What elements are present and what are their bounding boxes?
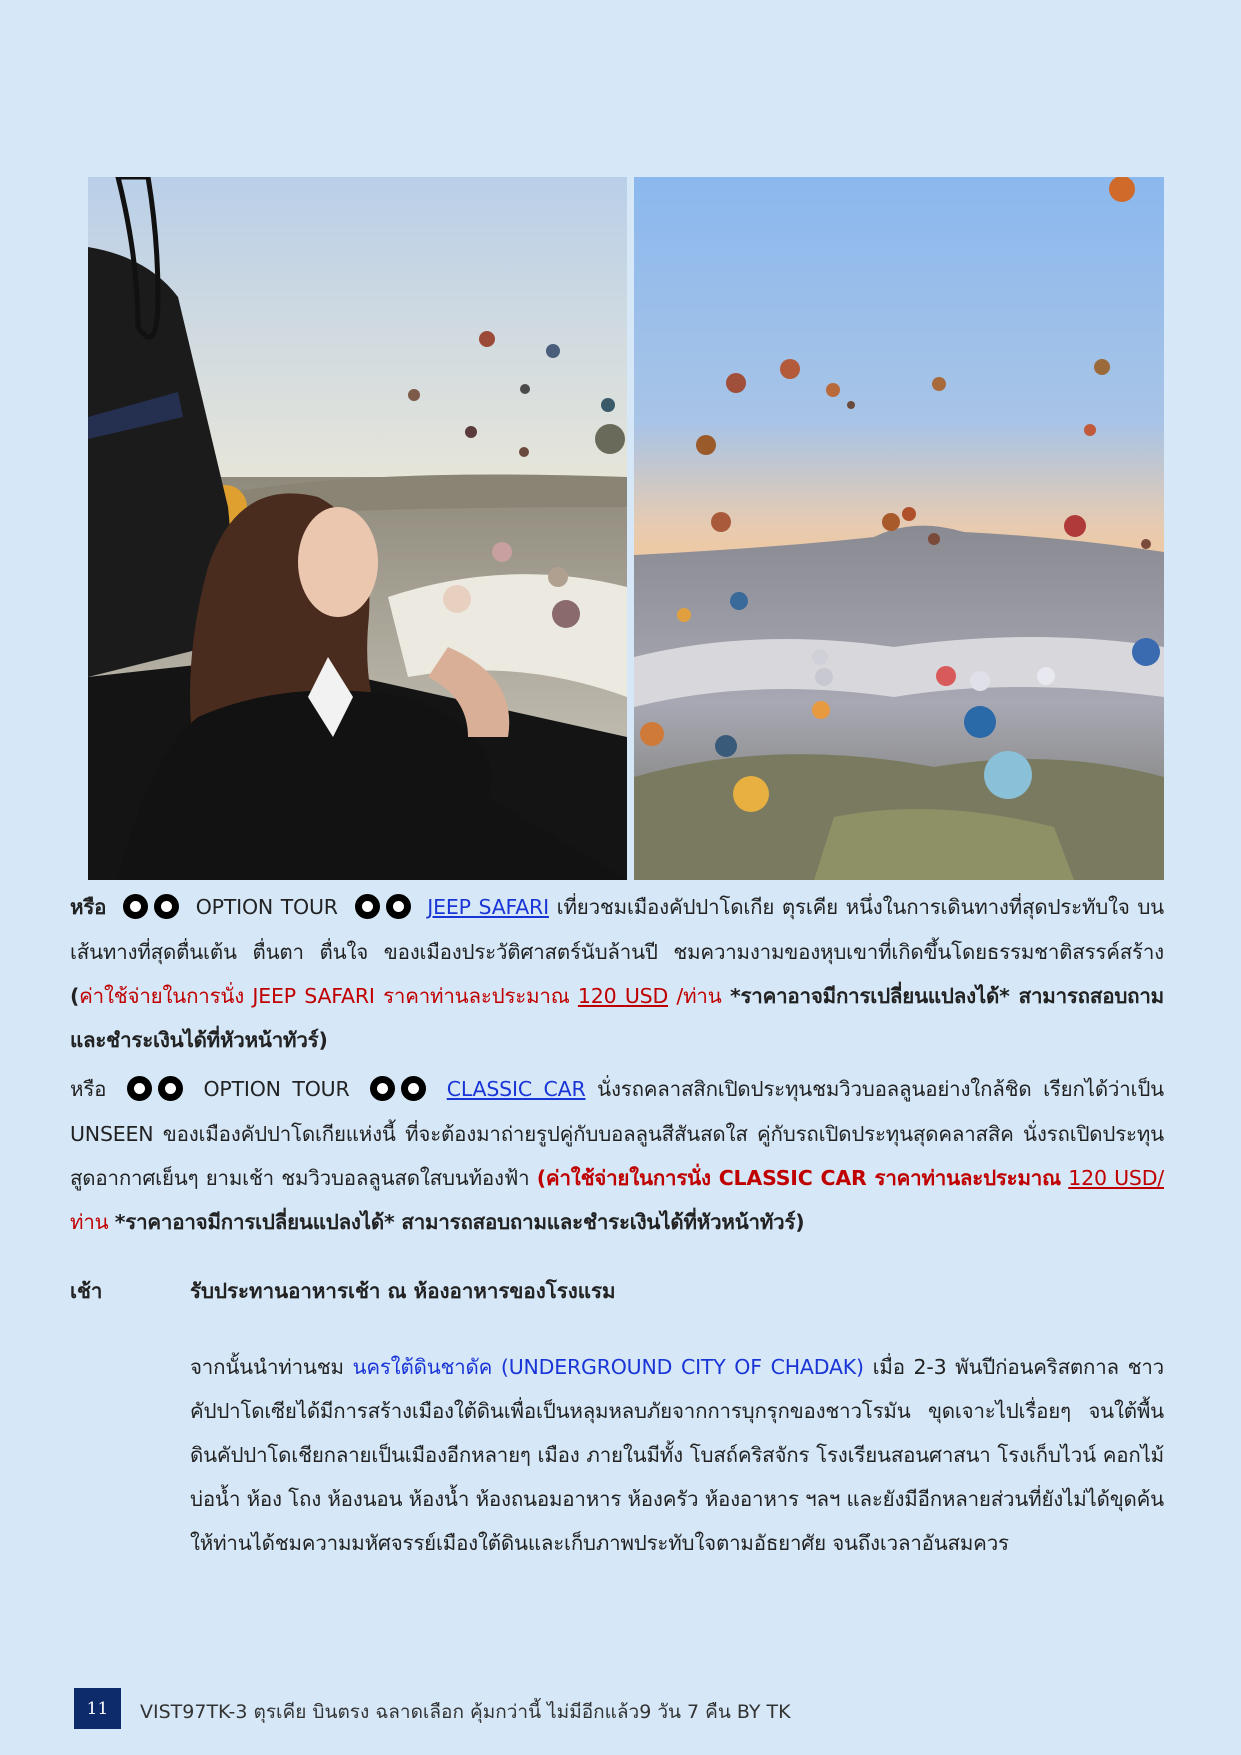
jeep-price: 120 USD — [577, 984, 669, 1008]
jeep-price-label: ค่าใช้จ่ายในการนั่ง JEEP SAFARI ราคาท่านละประมาณ — [79, 984, 570, 1008]
rings-icon — [120, 886, 182, 930]
classic-per-person: ท่าน — [70, 1210, 109, 1234]
jeep-price-note: *ราคาอาจมีการเปลี่ยนแปลงได้* สามารถสอบถามและชำระเงินได้ที่หัวหน้าทัวร์) — [70, 984, 1164, 1052]
classic-car-paragraph — [70, 1067, 1164, 1244]
underground-intro: จากนั้นนำท่านชม — [190, 1355, 344, 1379]
underground-city-paragraph — [190, 1345, 1164, 1565]
option-tour-label: OPTION TOUR — [195, 895, 338, 919]
photo-balloons-over-valley — [634, 177, 1164, 880]
rings-icon — [352, 886, 414, 930]
classic-car-description: นั่งรถคลาสสิกเปิดประทุนชมวิวบอลลูนอย่างใกล้ชิด เรียกได้ว่าเป็น UNSEEN ของเมืองคัปปาโดเกียแห่งนี้ ที่จะต้องมาถ่ายรูปคู่กับบอลลูนสีสันสดใส คู่กับรถเปิดประทุนสุดคลาสสิค นั่งรถเปิดประทุนสูดอากาศเย็นๆ ยามเช้า ชมวิวบอลลูนสดใสบนท้องฟ้า — [70, 1077, 1164, 1190]
paren-open: ( — [70, 984, 80, 1008]
jeep-safari-description: เที่ยวชมเมืองคัปปาโดเกีย ตุรเคีย หนึ่งในการเดินทางที่สุดประทับใจ บนเส้นทางที่สุดตื่นเต้น ตื่นตา ตื่นใจ ของเมืองประวัติศาสตร์นับล้านปี ชมความงามของหุบเขาที่เกิดขึ้นโดยธรรมชาติสรรค์สร้าง — [70, 895, 1164, 964]
underground-city-name: นครใต้ดินชาดัค (UNDERGROUND CITY OF CHADAK) — [352, 1355, 864, 1379]
classic-car-link[interactable]: CLASSIC CAR — [446, 1077, 586, 1101]
rings-icon — [367, 1068, 429, 1112]
footer-title: VIST97TK-3 ตุรเคีย บินตรง ฉลาดเลือก คุ้มกว่านี้ ไม่มีอีกแล้ว9 วัน 7 คืน BY TK — [140, 1701, 791, 1723]
classic-price-note: *ราคาอาจมีการเปลี่ยนแปลงได้* สามารถสอบถามและชำระเงินได้ที่หัวหน้าทัวร์) — [114, 1210, 805, 1234]
jeep-safari-paragraph — [70, 885, 1164, 1062]
classic-price-label: (ค่าใช้จ่ายในการนั่ง CLASSIC CAR ราคาท่านละประมาณ — [536, 1166, 1061, 1190]
jeep-per-person: /ท่าน — [676, 984, 722, 1008]
jeep-safari-link[interactable]: JEEP SAFARI — [427, 895, 549, 919]
breakfast-text: รับประทานอาหารเช้า ณ ห้องอาหารของโรงแรม — [190, 1279, 616, 1303]
or-label: หรือ — [70, 1077, 107, 1101]
underground-description: เมื่อ 2-3 พันปีก่อนคริสตกาล ชาวคัปปาโดเซียได้มีการสร้างเมืองใต้ดินเพื่อเป็นหลุมหลบภัยจากการบุกรุกของชาวโรมัน ขุดเจาะไปเรื่อยๆ จนใต้พื้นดินคัปปาโดเชียกลายเป็นเมืองอีกหลายๆ เมือง ภายในมีทั้ง โบสถ์คริสจักร โรงเรียนสอนศาสนา โรงเก็บไวน์ คอกไม้ บ่อน้ำ ห้อง โถง ห้องนอน ห้องน้ำ ห้องถนอมอาหาร ห้องครัว ห้องอาหาร ฯลฯ และยังมีอีกหลายส่วนที่ยังไม่ได้ขุดค้น ให้ท่านได้ชมความมหัศจรรย์เมืองใต้ดินและเก็บภาพประทับใจตามอัธยาศัย จนถึงเวลาอันสมควร — [190, 1355, 1164, 1555]
photo-woman-balloon-basket — [88, 177, 627, 880]
page-number: 11 — [74, 1688, 121, 1729]
schedule-time-morning: เช้า — [70, 1279, 103, 1303]
or-label: หรือ — [70, 895, 107, 919]
classic-price: 120 USD/ — [1068, 1166, 1165, 1190]
option-tour-label: OPTION TOUR — [203, 1077, 350, 1101]
rings-icon — [124, 1068, 186, 1112]
